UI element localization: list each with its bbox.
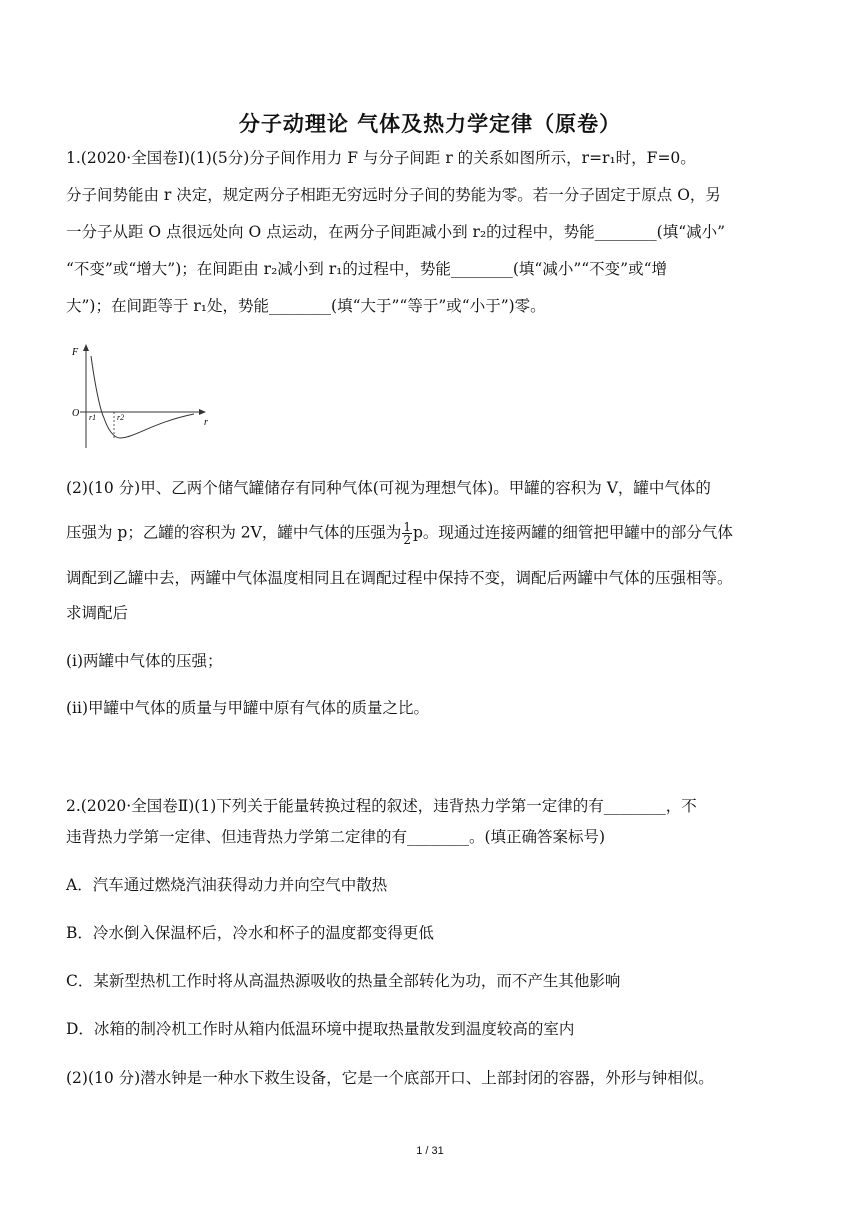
q1-text-line-1: 1.(2020·全国卷Ⅰ)(1)(5分)分子间作用力 F 与分子间距 r 的关系如图所示，r=r₁时，F=0。	[66, 149, 696, 167]
q1-part2-item-i: (ⅰ)两罐中气体的压强；	[66, 652, 223, 670]
fraction-numerator: 1	[403, 520, 411, 534]
q1-part2-line-3: 调配到乙罐中去，两罐中气体温度相同且在调配过程中保持不变，调配后两罐中气体的压强相等。	[66, 569, 733, 587]
q1-text-line-3: 一分子从距 O 点很远处向 O 点运动，在两分子间距减小到 r₂的过程中，势能________(填“减小”	[66, 223, 726, 241]
q2-option-c: C．某新型热机工作时将从高温热源吸收的热量全部转化为功，而不产生其他影响	[66, 972, 621, 990]
q1-part2-line-1: (2)(10 分)甲、乙两个储气罐储存有同种气体(可视为理想气体)。甲罐的容积为 V，罐中气体的	[66, 479, 711, 497]
fraction-one-half	[402, 521, 412, 546]
q1-text-line-5: 大”)；在间距等于 r₁处，势能________(填“大于”“等于”或“小于”)零。	[66, 297, 546, 315]
force-distance-graph	[64, 340, 214, 455]
graph-x-arrow	[199, 409, 206, 415]
q2-option-b: B．冷水倒入保温杯后，冷水和杯子的温度都变得更低	[66, 924, 434, 942]
graph-label-r2: r2	[117, 413, 125, 422]
q1-part2-line-2a: 压强为 p；乙罐的容积为 2V，罐中气体的压强为	[66, 523, 402, 542]
graph-label-F: F	[72, 347, 79, 358]
page-number: 1 / 31	[416, 1145, 444, 1157]
graph-label-O: O	[72, 408, 80, 419]
q2-option-d: D．冰箱的制冷机工作时从箱内低温环境中提取热量散发到温度较高的室内	[66, 1020, 575, 1038]
graph-label-r1: r1	[89, 413, 97, 422]
q2-part2-line-1: (2)(10 分)潜水钟是一种水下救生设备，它是一个底部开口、上部封闭的容器，外形与钟相似。	[66, 1069, 714, 1087]
q1-part2-line-2b: p。现通过连接两罐的细管把甲罐中的部分气体	[412, 523, 733, 542]
q1-text-line-4: “不变”或“增大”)；在间距由 r₂减小到 r₁的过程中，势能________(填“减小”“不变”或“增	[66, 260, 668, 278]
graph-y-arrow	[83, 344, 89, 351]
q1-part2-line-4: 求调配后	[66, 604, 129, 622]
fraction-denominator: 2	[403, 533, 411, 547]
q2-text-line-2: 违背热力学第一定律、但违背热力学第二定律的有________。(填正确答案标号)	[66, 828, 606, 846]
q1-part2-item-ii: (ⅱ)甲罐中气体的质量与甲罐中原有气体的质量之比。	[66, 699, 430, 717]
graph-label-r: r	[204, 417, 208, 428]
q1-part2-line-2	[66, 521, 806, 546]
q2-text-line-1: 2.(2020·全国卷Ⅱ)(1)下列关于能量转换过程的叙述，违背热力学第一定律的有________，不	[66, 797, 697, 815]
q1-text-line-2: 分子间势能由 r 决定，规定两分子相距无穷远时分子间的势能为零。若一分子固定于原点 O，另	[66, 186, 721, 204]
graph-curve	[91, 356, 194, 438]
page-title: 分子动理论 气体及热力学定律（原卷）	[238, 111, 622, 136]
q2-option-a: A．汽车通过燃烧汽油获得动力并向空气中散热	[66, 876, 388, 894]
